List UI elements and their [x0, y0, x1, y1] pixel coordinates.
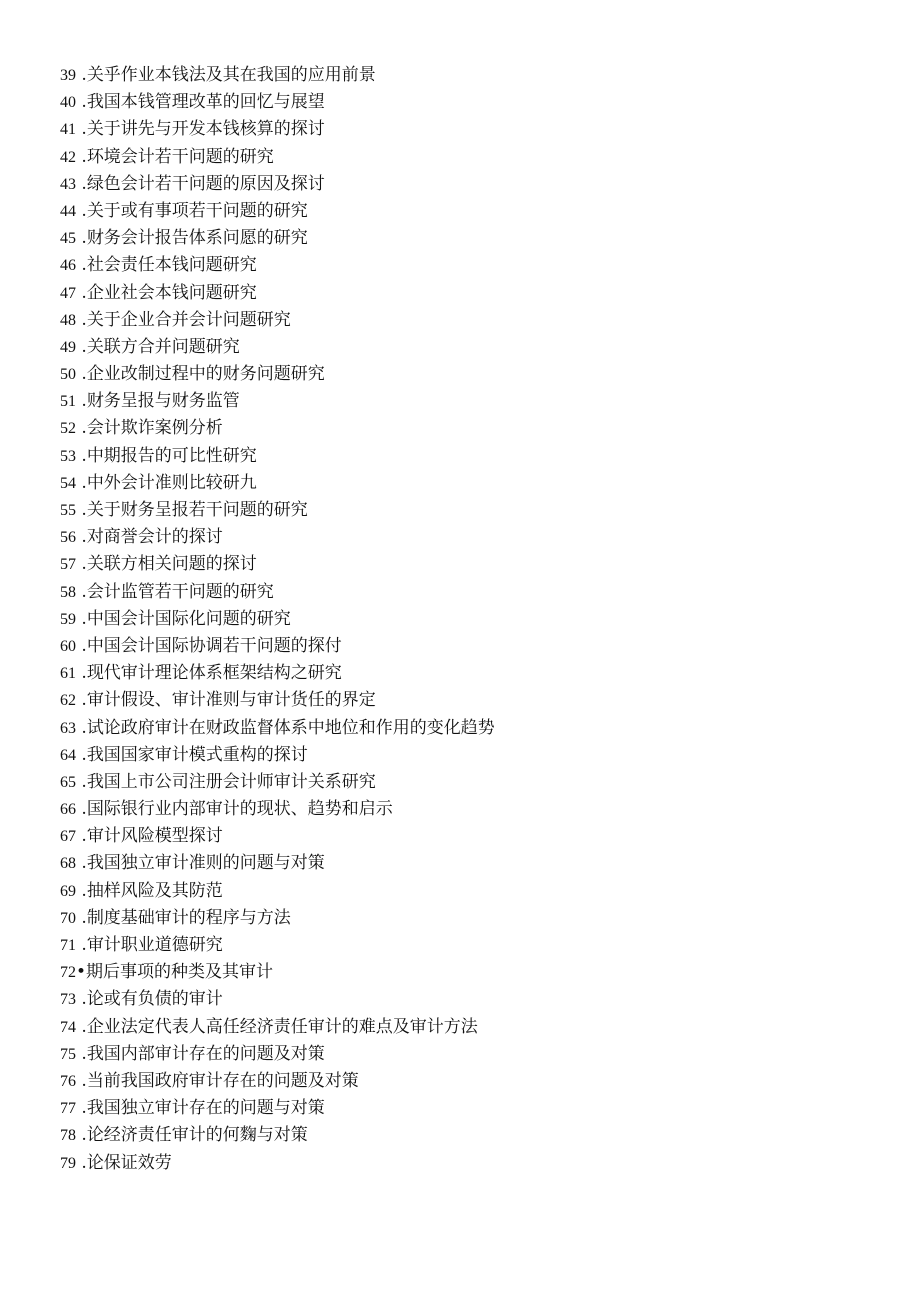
item-number: 48 — [60, 311, 76, 329]
list-item — [60, 443, 900, 470]
item-separator: . — [76, 364, 87, 385]
item-title: 企业改制过程中的财务问题研究 — [86, 364, 325, 385]
list-item — [60, 986, 900, 1013]
list-item — [60, 171, 900, 198]
item-title: 财务呈报与财务监管 — [86, 391, 240, 412]
item-title: 关联方合并问题研究 — [86, 336, 240, 357]
list-item — [60, 1150, 900, 1177]
item-number: 62 — [60, 692, 76, 710]
item-number: 53 — [60, 447, 76, 465]
item-separator: . — [76, 282, 87, 303]
item-separator: . — [76, 1125, 87, 1146]
item-separator: . — [76, 200, 87, 221]
item-separator: . — [76, 418, 87, 439]
item-number: 60 — [60, 637, 76, 655]
list-item — [60, 606, 900, 633]
item-separator: . — [76, 1043, 87, 1064]
item-separator: . — [76, 527, 87, 548]
item-number: 43 — [60, 175, 76, 193]
item-title: 企业法定代表人高任经济责任审计的难点及审计方法 — [86, 1016, 478, 1037]
item-separator: . — [76, 1152, 87, 1173]
item-title: 制度基础审计的程序与方法 — [86, 907, 291, 928]
list-item — [60, 334, 900, 361]
item-title: 抽样风险及其防范 — [86, 880, 223, 901]
item-separator: . — [76, 309, 87, 330]
item-separator: . — [76, 853, 87, 874]
item-separator: . — [76, 1016, 87, 1037]
list-item — [60, 1068, 900, 1095]
item-separator: . — [76, 989, 87, 1010]
item-number: 74 — [60, 1018, 76, 1036]
item-number: 70 — [60, 909, 76, 927]
list-item — [60, 415, 900, 442]
item-separator: . — [76, 554, 87, 575]
item-number: 41 — [60, 121, 76, 139]
list-item — [60, 524, 900, 551]
list-item — [60, 850, 900, 877]
item-separator: . — [76, 880, 87, 901]
item-title: 审计风险模型探讨 — [86, 826, 223, 847]
list-item — [60, 225, 900, 252]
item-number: 65 — [60, 773, 76, 791]
list-item — [60, 660, 900, 687]
item-title: 关于财务呈报若干问题的研究 — [86, 500, 308, 520]
item-title: 论保证效劳 — [86, 1152, 172, 1173]
item-number: 52 — [60, 420, 76, 438]
item-number: 72 — [60, 964, 76, 982]
item-separator: . — [76, 635, 87, 656]
item-title: 中国会计国际化问题的研究 — [86, 608, 291, 629]
item-separator: . — [76, 581, 87, 602]
item-title: 论经济责任审计的何麴与对策 — [86, 1125, 308, 1146]
item-number: 51 — [60, 393, 76, 411]
list-item — [60, 1014, 900, 1041]
item-number: 54 — [60, 474, 76, 492]
list-item — [60, 116, 900, 143]
item-number: 45 — [60, 230, 76, 248]
list-item — [60, 252, 900, 279]
item-number: 58 — [60, 583, 76, 601]
item-separator: . — [76, 228, 87, 249]
item-separator: . — [76, 500, 87, 520]
list-item — [60, 715, 900, 742]
item-title: 财务会计报告体系问愿的研究 — [86, 228, 308, 249]
item-title: 关于讲先与开发本钱核算的探讨 — [86, 119, 325, 140]
item-title: 对商誉会计的探讨 — [86, 527, 223, 548]
list-item — [60, 361, 900, 388]
item-title: 审计假设、审计准则与审计货任的界定 — [86, 690, 376, 711]
list-item — [60, 280, 900, 307]
item-title: 关于或有事项若干问题的研究 — [86, 200, 308, 221]
item-number: 71 — [60, 937, 76, 954]
list-item — [60, 959, 900, 986]
list-item — [60, 470, 900, 497]
list-item — [60, 62, 900, 89]
item-number: 40 — [60, 94, 76, 112]
item-separator: . — [76, 717, 87, 738]
list-item — [60, 742, 900, 769]
item-title: 我国内部审计存在的问题及对策 — [86, 1043, 325, 1064]
item-number: 67 — [60, 828, 76, 846]
list-item — [60, 551, 900, 578]
list-item — [60, 769, 900, 796]
item-separator: • — [76, 962, 87, 983]
item-title: 企业社会本钱问题研究 — [86, 282, 257, 303]
item-separator: . — [76, 907, 87, 928]
list-item — [60, 1122, 900, 1149]
list-item — [60, 388, 900, 415]
list-item — [60, 198, 900, 225]
list-item — [60, 1041, 900, 1068]
item-number: 69 — [60, 882, 76, 900]
item-number: 39 — [60, 67, 76, 84]
item-number: 50 — [60, 366, 76, 384]
topic-list — [60, 62, 900, 1177]
item-title: 我国本钱管理改革的回忆与展望 — [86, 92, 325, 113]
item-separator: . — [76, 1070, 87, 1091]
item-number: 66 — [60, 801, 76, 819]
item-title: 社会责任本钱问题研究 — [86, 255, 257, 276]
item-number: 61 — [60, 665, 76, 683]
item-separator: . — [76, 744, 87, 765]
list-item — [60, 89, 900, 116]
item-title: 我国上市公司注册会计师审计关系研究 — [86, 771, 376, 792]
item-separator: . — [76, 799, 87, 820]
item-separator: . — [76, 255, 87, 276]
item-number: 59 — [60, 610, 76, 628]
item-title: 中期报告的可比性研究 — [86, 445, 257, 466]
list-item — [60, 633, 900, 660]
item-title: 中外会计准则比较研九 — [86, 472, 257, 493]
list-item — [60, 905, 900, 932]
item-separator: . — [76, 92, 87, 113]
item-title: 我国独立审计准则的问题与对策 — [86, 853, 325, 874]
item-number: 75 — [60, 1045, 76, 1063]
item-number: 63 — [60, 719, 76, 737]
item-number: 78 — [60, 1127, 76, 1145]
item-separator: . — [76, 608, 87, 629]
item-separator: . — [76, 771, 87, 792]
list-item — [60, 932, 900, 959]
item-separator: . — [76, 336, 87, 357]
item-title: 期后事项的种类及其审计 — [86, 962, 274, 983]
item-separator: . — [76, 119, 87, 140]
item-title: 当前我国政府审计存在的问题及对策 — [86, 1070, 359, 1091]
item-title: 绿色会计若干问题的原因及探讨 — [86, 173, 325, 194]
item-number: 46 — [60, 257, 76, 275]
item-separator: . — [76, 826, 87, 847]
item-number: 44 — [60, 202, 76, 220]
item-number: 49 — [60, 338, 76, 356]
item-number: 64 — [60, 746, 76, 764]
item-title: 现代审计理论体系框架结构之研究 — [86, 663, 342, 684]
item-separator: . — [76, 173, 87, 194]
item-title: 环境会计若干问题的研究 — [86, 146, 274, 167]
item-title: 关联方相关问题的探讨 — [86, 554, 257, 575]
list-item — [60, 796, 900, 823]
item-separator: . — [76, 472, 87, 493]
item-number: 76 — [60, 1072, 76, 1090]
item-title: 国际银行业内部审计的现状、趋势和启示 — [86, 799, 393, 820]
item-separator: . — [76, 391, 87, 412]
item-title: 会计监管若干问题的研究 — [86, 581, 274, 602]
list-item — [60, 823, 900, 850]
item-title: 试论政府审计在财政监督体系中地位和作用的变化趋势 — [86, 717, 495, 738]
item-number: 56 — [60, 529, 76, 547]
item-number: 77 — [60, 1100, 76, 1118]
list-item — [60, 307, 900, 334]
item-title: 我国独立审计存在的问题与对策 — [86, 1098, 325, 1119]
item-title: 审计职业道德研究 — [86, 935, 223, 955]
item-title: 论或有负债的审计 — [86, 989, 223, 1010]
item-separator: . — [76, 935, 87, 955]
list-item — [60, 878, 900, 905]
list-item — [60, 144, 900, 171]
item-title: 关于企业合并会计问题研究 — [86, 309, 291, 330]
item-separator: . — [76, 445, 87, 466]
item-separator: . — [76, 663, 87, 684]
item-separator: . — [76, 65, 87, 85]
item-number: 57 — [60, 556, 76, 574]
item-title: 我国国家审计模式重构的探讨 — [86, 744, 308, 765]
item-number: 55 — [60, 502, 76, 519]
item-title: 会计欺诈案例分析 — [86, 418, 223, 439]
item-separator: . — [76, 1098, 87, 1119]
item-number: 42 — [60, 148, 76, 166]
item-number: 68 — [60, 855, 76, 873]
item-number: 47 — [60, 284, 76, 302]
item-title: 中国会计国际协调若干问题的探付 — [86, 635, 342, 656]
item-number: 73 — [60, 991, 76, 1009]
item-number: 79 — [60, 1154, 76, 1172]
item-separator: . — [76, 690, 87, 711]
list-item — [60, 579, 900, 606]
list-item — [60, 687, 900, 714]
list-item — [60, 497, 900, 524]
list-item — [60, 1095, 900, 1122]
item-separator: . — [76, 146, 87, 167]
item-title: 关乎作业本钱法及其在我国的应用前景 — [86, 65, 376, 85]
